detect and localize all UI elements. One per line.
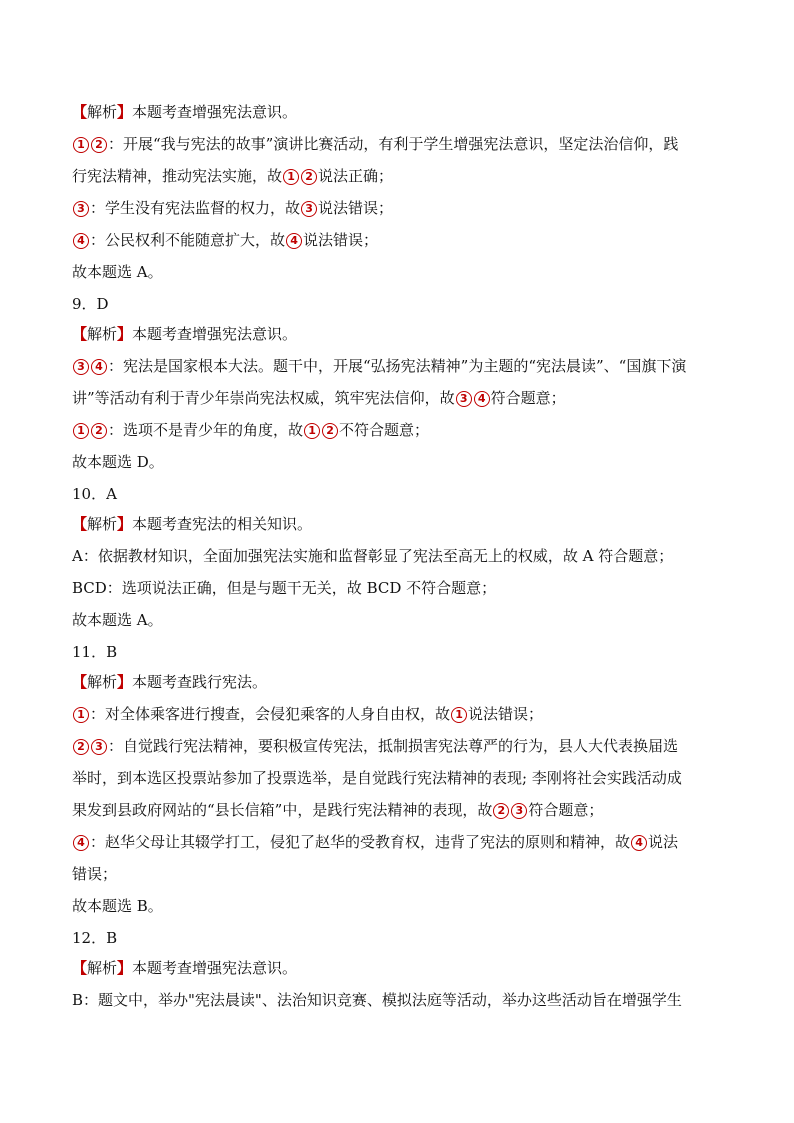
text-line [72, 355, 732, 377]
text-line [72, 703, 732, 725]
analysis-label-text: 解析 [87, 103, 118, 121]
text-line [72, 545, 732, 567]
text-span: 举时，到本选区投票站参加了投票选举，是自觉践行宪法精神的表现; 李刚将社会实践活动成 [72, 769, 682, 787]
text-line [72, 451, 732, 473]
text-span: 本题考查增强宪法意识。 [132, 103, 298, 121]
text-line [72, 609, 732, 631]
text-span: 11．B [72, 643, 118, 661]
text-span: 讲”等活动有利于青少年崇尚宪法权威，筑牢宪法信仰，故 [72, 389, 455, 407]
text-span: 本题考查增强宪法意识。 [132, 959, 298, 977]
text-span: 不符合题意； [339, 421, 430, 439]
text-span: 行宪法精神，推动宪法实施，故 [72, 167, 283, 185]
text-line [72, 577, 732, 599]
text-line [72, 735, 732, 757]
text-span: 说法错误； [468, 705, 544, 723]
circled-number: 2 [91, 137, 107, 153]
text-span: 本题考查践行宪法。 [132, 673, 268, 691]
text-span: 错误； [72, 865, 118, 883]
text-span: B：题文中，举办"宪法晨读"、法治知识竞赛、模拟法庭等活动，举办这些活动旨在增强学生 [72, 991, 682, 1009]
text-line [72, 197, 732, 219]
analysis-label: 【解析】 [72, 515, 133, 533]
text-line [72, 387, 732, 409]
text-span: ：自觉践行宪法精神，要积极宣传宪法，抵制损害宪法尊严的行为，县人大代表换届选 [108, 737, 679, 755]
text-span: ：选项不是青少年的角度，故 [108, 421, 304, 439]
analysis-label: 【解析】 [72, 103, 133, 121]
circled-number: 1 [451, 707, 467, 723]
text-line [72, 831, 732, 853]
analysis-label: 【解析】 [72, 325, 133, 343]
analysis-label-text: 解析 [87, 673, 118, 691]
analysis-label-text: 解析 [87, 959, 118, 977]
circled-number: 3 [91, 739, 107, 755]
text-span: BCD：选项说法正确，但是与题干无关，故 BCD 不符合题意； [72, 579, 497, 597]
text-line [72, 799, 732, 821]
circled-number: 3 [73, 201, 89, 217]
text-line [72, 989, 732, 1011]
text-span: 说法错误； [318, 199, 394, 217]
circled-number: 2 [73, 739, 89, 755]
text-line [72, 323, 732, 345]
analysis-label: 【解析】 [72, 673, 133, 691]
circled-number: 4 [474, 391, 490, 407]
text-line [72, 767, 732, 789]
text-span: 故本题选 A。 [72, 611, 163, 629]
circled-number: 1 [283, 169, 299, 185]
circled-number: 4 [631, 835, 647, 851]
analysis-label-text: 解析 [87, 325, 118, 343]
text-line [72, 229, 732, 251]
text-line [72, 671, 732, 693]
text-span: ：学生没有宪法监督的权力，故 [90, 199, 301, 217]
circled-number: 4 [91, 359, 107, 375]
text-span: 9．D [72, 295, 109, 313]
text-span: 故本题选 A。 [72, 263, 163, 281]
text-line [72, 419, 732, 441]
text-line [72, 133, 732, 155]
circled-number: 4 [73, 835, 89, 851]
analysis-label-text: 解析 [87, 515, 118, 533]
circled-number: 2 [91, 423, 107, 439]
analysis-label: 【解析】 [72, 959, 133, 977]
text-line [72, 927, 732, 949]
text-span: ：对全体乘客进行搜查，会侵犯乘客的人身自由权，故 [90, 705, 451, 723]
text-span: 说法正确； [318, 167, 394, 185]
text-span: 故本题选 B。 [72, 897, 163, 915]
text-line [72, 483, 732, 505]
text-span: 12．B [72, 929, 118, 947]
text-span: 本题考查增强宪法意识。 [132, 325, 298, 343]
text-line [72, 863, 732, 885]
circled-number: 1 [304, 423, 320, 439]
text-span: 说法 [648, 833, 679, 851]
text-span: 10．A [72, 485, 117, 503]
circled-number: 2 [301, 169, 317, 185]
circled-number: 3 [511, 803, 527, 819]
circled-number: 3 [301, 201, 317, 217]
circled-number: 1 [73, 423, 89, 439]
text-span: ：宪法是国家根本大法。题干中，开展“弘扬宪法精神”为主题的“宪法晨读”、“国旗下演 [108, 357, 687, 375]
text-span: 故本题选 D。 [72, 453, 164, 471]
circled-number: 4 [286, 233, 302, 249]
circled-number: 3 [73, 359, 89, 375]
circled-number: 3 [456, 391, 472, 407]
text-span: 符合题意； [490, 389, 566, 407]
circled-number: 1 [73, 137, 89, 153]
text-span: ：开展“我与宪法的故事”演讲比赛活动，有利于学生增强宪法意识，坚定法治信仰，践 [108, 135, 679, 153]
text-span: 符合题意； [528, 801, 604, 819]
text-line [72, 641, 732, 663]
text-line [72, 957, 732, 979]
circled-number: 4 [73, 233, 89, 249]
text-span: 本题考查宪法的相关知识。 [132, 515, 313, 533]
text-span: A：依据教材知识，全面加强宪法实施和监督彰显了宪法至高无上的权威，故 A 符合题意； [72, 547, 674, 565]
text-line [72, 513, 732, 535]
circled-number: 1 [73, 707, 89, 723]
text-span: 果发到县政府网站的“县长信箱”中，是践行宪法精神的表现，故 [72, 801, 493, 819]
text-line [72, 101, 732, 123]
text-span: ：赵华父母让其辍学打工，侵犯了赵华的受教育权，违背了宪法的原则和精神，故 [90, 833, 631, 851]
text-line [72, 293, 732, 315]
text-line [72, 165, 732, 187]
circled-number: 2 [322, 423, 338, 439]
circled-number: 2 [493, 803, 509, 819]
text-line [72, 261, 732, 283]
text-span: ：公民权利不能随意扩大，故 [90, 231, 286, 249]
text-span: 说法错误； [303, 231, 379, 249]
text-line [72, 895, 732, 917]
